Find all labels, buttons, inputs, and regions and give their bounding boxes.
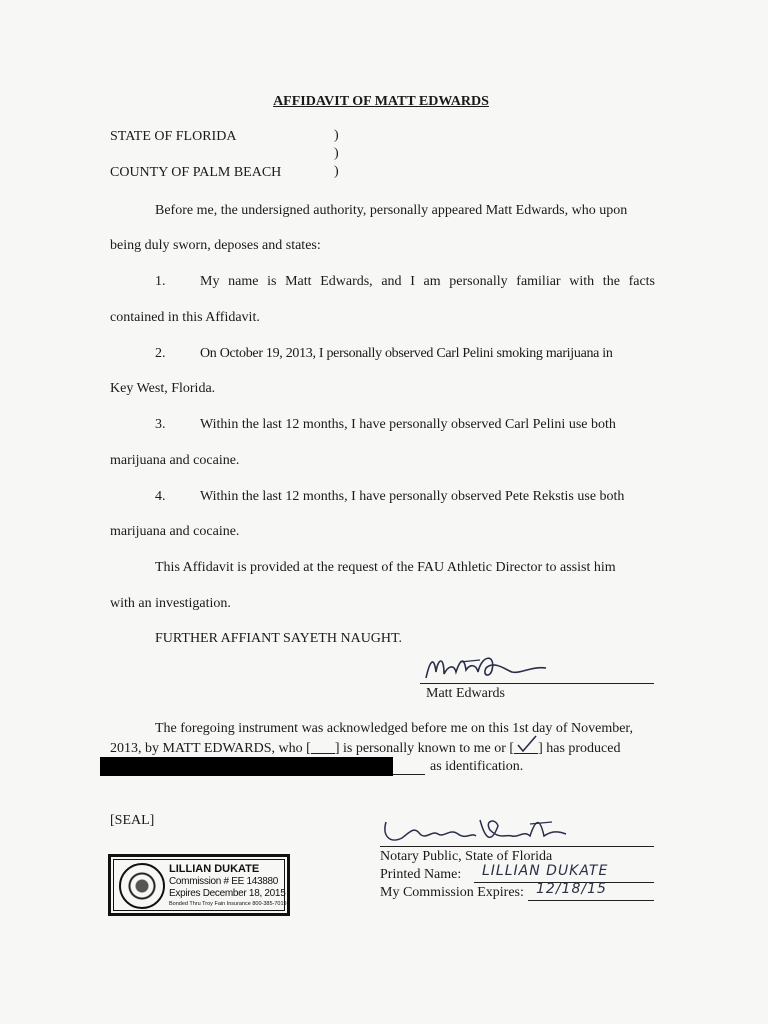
notary-signature-line: [380, 846, 654, 847]
produced-id-checkbox[interactable]: [514, 739, 538, 754]
redacted-block: [100, 757, 393, 776]
affiant-signature-line: [420, 683, 654, 684]
state-seal-icon: [119, 863, 165, 909]
notary-signature: [380, 812, 580, 848]
venue-paren-3: ): [334, 164, 339, 179]
item-text-line-1: Within the last 12 months, I have personally observed Carl Pelini use both: [200, 417, 616, 432]
checkmark-icon: [516, 735, 538, 753]
further-affiant: FURTHER AFFIANT SAYETH NAUGHT.: [155, 631, 403, 646]
seal-label: [SEAL]: [110, 813, 155, 828]
affiant-printed-name: Matt Edwards: [426, 686, 505, 701]
identification-line: [393, 774, 425, 775]
printed-name-value: LILLIAN DUKATE: [482, 863, 609, 879]
stamp-name: LILLIAN DUKATE: [169, 863, 260, 875]
acknowledgment-line-2-part-b: ] is personally known to me or [: [334, 741, 515, 756]
commission-label: My Commission Expires:: [380, 885, 524, 900]
acknowledgment-line-1: The foregoing instrument was acknowledged before me on this 1st day of November,: [155, 721, 634, 736]
stamp-expires: Expires December 18, 2015: [169, 888, 286, 899]
item-text-line-2: Key West, Florida.: [110, 381, 216, 396]
acknowledgment-line-2-part-c: ] has produced: [538, 741, 621, 756]
item-text-line-1: My name is Matt Edwards, and I am personally familiar with the facts: [200, 274, 655, 289]
affiant-signature: [420, 650, 570, 684]
item-text-line-2: marijuana and cocaine.: [110, 453, 240, 468]
document-title: AFFIDAVIT OF MATT EDWARDS: [273, 94, 489, 109]
venue-county: COUNTY OF PALM BEACH: [110, 165, 282, 180]
item-number: 3.: [155, 417, 166, 432]
stamp-commission: Commission # EE 143880: [169, 876, 279, 887]
venue-paren-2: ): [334, 146, 339, 161]
item-text-line-1: Within the last 12 months, I have personally observed Pete Rekstis use both: [200, 489, 625, 504]
item-number: 1.: [155, 274, 166, 289]
intro-line-2: being duly sworn, deposes and states:: [110, 238, 321, 253]
item-text-line-2: marijuana and cocaine.: [110, 524, 240, 539]
acknowledgment-line-2: [110, 739, 620, 758]
item-number: 4.: [155, 489, 166, 504]
venue-paren-1: ): [334, 128, 339, 143]
item-text-line-1: On October 19, 2013, I personally observed Carl Pelini smoking marijuana in: [200, 346, 613, 361]
commission-value: 12/18/15: [536, 881, 607, 897]
acknowledgment-line-3: as identification.: [430, 759, 524, 774]
item-number: 2.: [155, 346, 166, 361]
notary-stamp: [108, 854, 290, 916]
venue-state: STATE OF FLORIDA: [110, 129, 237, 144]
printed-name-label: Printed Name:: [380, 867, 462, 882]
intro-line-1: Before me, the undersigned authority, personally appeared Matt Edwards, who upon: [155, 203, 628, 218]
purpose-line-2: with an investigation.: [110, 596, 231, 611]
purpose-line-1: This Affidavit is provided at the request of the FAU Athletic Director to assist him: [155, 560, 616, 575]
commission-line: [528, 900, 654, 901]
item-text-line-2: contained in this Affidavit.: [110, 310, 260, 325]
notary-role: Notary Public, State of Florida: [380, 849, 553, 864]
personally-known-checkbox[interactable]: [311, 739, 335, 754]
stamp-bonded: Bonded Thru Troy Fain Insurance 800-385-7019: [169, 901, 287, 907]
acknowledgment-line-2-part-a: 2013, by MATT EDWARDS, who [: [110, 741, 311, 756]
